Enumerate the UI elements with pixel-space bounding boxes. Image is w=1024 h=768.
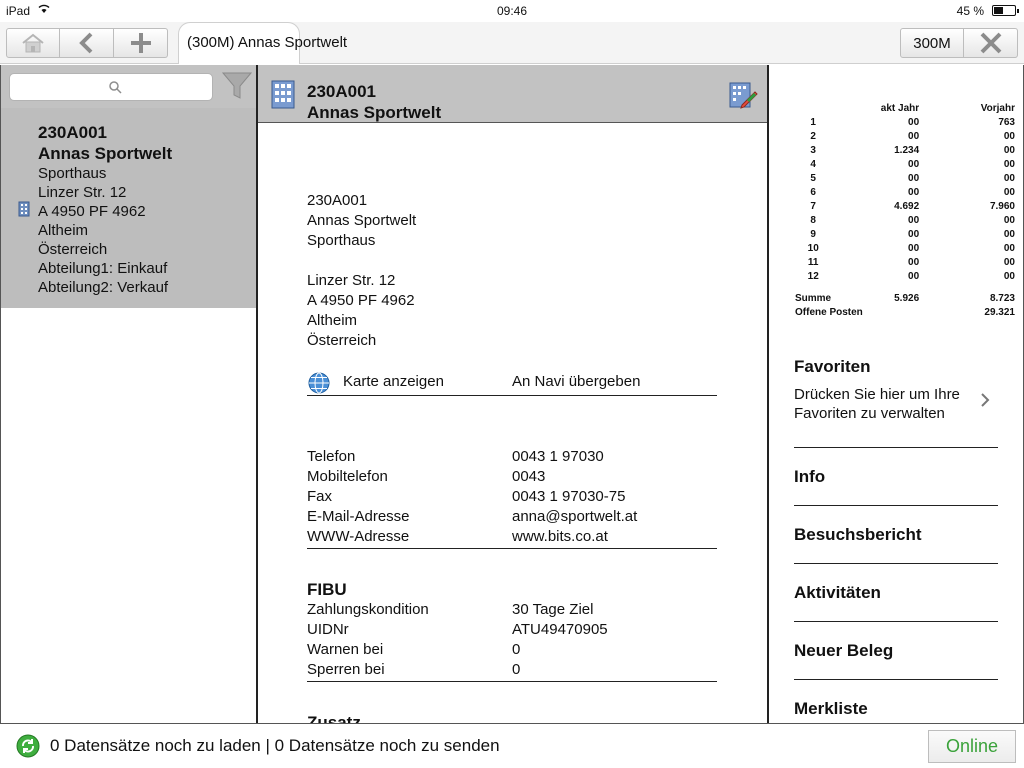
month-cell: 1 <box>810 116 816 128</box>
current-year-cell: 4.692 <box>894 200 920 212</box>
previous-year-cell: 00 <box>1003 214 1015 226</box>
customer-list-panel <box>0 65 256 723</box>
current-year-cell: 00 <box>908 130 920 142</box>
menu-label: Favoriten <box>794 357 871 376</box>
field-label: UIDNr <box>307 621 349 638</box>
customer-id: 230A001 <box>38 123 108 142</box>
filter-icon[interactable] <box>221 71 253 101</box>
current-year-cell: 00 <box>908 172 920 184</box>
open-items-row <box>795 305 1015 319</box>
table-row <box>795 241 1015 255</box>
menu-label: Besuchsbericht <box>794 525 922 544</box>
menu-label: Neuer Beleg <box>794 641 894 660</box>
show-map-link[interactable]: Karte anzeigen <box>343 373 444 390</box>
current-year-cell: 00 <box>908 214 920 226</box>
field-label: E-Mail-Adresse <box>307 508 410 525</box>
toolbar <box>0 22 1024 64</box>
phone-value[interactable]: 0043 1 97030 <box>512 448 604 465</box>
detail-title <box>307 81 441 123</box>
close-icon <box>980 32 1002 54</box>
field-value: 0 <box>512 641 521 658</box>
customer-id: 230A001 <box>307 82 377 101</box>
menu-item-visit-report[interactable] <box>794 525 998 564</box>
contact-row-mobile <box>307 468 717 488</box>
current-year-cell: 1.234 <box>894 144 920 156</box>
contact-row-www <box>307 528 717 548</box>
menu-item-activities[interactable] <box>794 583 998 622</box>
table-header-row <box>795 101 1015 115</box>
sync-status-text: 0 Datensätze noch zu laden | 0 Datensätze noch zu senden <box>50 736 500 755</box>
customer-name: Annas Sportwelt <box>38 144 173 163</box>
field-value: ATU49470905 <box>512 621 608 638</box>
sidebar-panel <box>769 65 1024 723</box>
address-line: Annas Sportwelt <box>307 212 417 229</box>
fibu-row <box>307 661 717 681</box>
table-row <box>795 115 1015 129</box>
month-cell: 9 <box>810 228 816 240</box>
open-items-value: 29.321 <box>984 306 1015 318</box>
current-year-cell: 00 <box>908 186 920 198</box>
table-row <box>795 227 1015 241</box>
contact-row-fax <box>307 488 717 508</box>
address-line: Linzer Str. 12 <box>307 272 396 289</box>
table-row <box>795 213 1015 227</box>
contact-summary <box>38 122 172 297</box>
fax-value: 0043 1 97030-75 <box>512 488 626 505</box>
contact-line: Österreich <box>38 241 108 258</box>
sum-previous: 8.723 <box>989 292 1015 304</box>
menu-item-new-document[interactable] <box>794 641 998 680</box>
online-button[interactable]: Online <box>928 730 1016 763</box>
add-button[interactable] <box>114 28 168 58</box>
list-item[interactable] <box>1 108 256 308</box>
column-header: akt Jahr <box>880 102 920 114</box>
clock: 09:46 <box>496 4 528 18</box>
divider <box>307 548 717 549</box>
contact-line: Abteilung2: Verkauf <box>38 279 169 296</box>
sales-stats-table <box>795 101 1015 319</box>
street-block <box>307 271 415 351</box>
address-line: Österreich <box>307 332 377 349</box>
table-row <box>795 171 1015 185</box>
table-row <box>795 255 1015 269</box>
month-cell: 5 <box>810 172 816 184</box>
detail-header <box>258 65 767 123</box>
fibu-row <box>307 621 717 641</box>
field-label: WWW-Adresse <box>307 528 410 545</box>
current-year-cell: 00 <box>908 270 920 282</box>
month-cell: 3 <box>810 144 816 156</box>
menu-label: Info <box>794 467 826 486</box>
address-line: 230A001 <box>307 192 368 209</box>
previous-year-cell: 00 <box>1003 256 1015 268</box>
current-year-cell: 00 <box>908 242 920 254</box>
month-cell: 10 <box>807 242 819 254</box>
month-cell: 6 <box>810 186 816 198</box>
chevron-left-icon <box>77 32 97 54</box>
previous-year-cell: 00 <box>1003 186 1015 198</box>
back-button[interactable] <box>60 28 114 58</box>
table-row <box>795 129 1015 143</box>
month-cell: 7 <box>810 200 816 212</box>
sync-status-bar <box>0 723 1024 768</box>
table-row <box>795 185 1015 199</box>
close-button[interactable] <box>964 28 1018 58</box>
current-year-cell: 00 <box>908 158 920 170</box>
device-name: iPad <box>6 4 31 18</box>
current-year-cell: 00 <box>908 256 920 268</box>
previous-year-cell: 00 <box>1003 270 1015 282</box>
mobile-value[interactable]: 0043 <box>512 468 546 485</box>
field-label: Mobiltelefon <box>307 468 388 485</box>
current-year-cell: 00 <box>908 116 920 128</box>
contact-line: Sporthaus <box>38 165 107 182</box>
contact-row-phone <box>307 448 717 468</box>
column-header: Vorjahr <box>980 102 1015 114</box>
battery-icon <box>992 5 1016 16</box>
month-cell: 12 <box>807 270 819 282</box>
previous-year-cell: 763 <box>998 116 1015 128</box>
battery-percent: 45 % <box>956 4 984 18</box>
month-cell: 11 <box>807 256 819 268</box>
field-label: Fax <box>307 488 333 505</box>
field-value: 0 <box>512 661 521 678</box>
month-cell: 4 <box>810 158 816 170</box>
menu-label: Merkliste <box>794 699 868 718</box>
send-to-navi-link[interactable]: An Navi übergeben <box>512 373 641 390</box>
menu-label: Aktivitäten <box>794 583 881 602</box>
table-row <box>795 143 1015 157</box>
table-row <box>795 199 1015 213</box>
field-label: Warnen bei <box>307 641 384 658</box>
menu-item-favorites[interactable] <box>794 357 998 448</box>
month-cell: 8 <box>810 214 816 226</box>
fibu-row <box>307 641 717 661</box>
field-value: 30 Tage Ziel <box>512 601 594 618</box>
map-row <box>307 373 717 393</box>
home-button[interactable] <box>6 28 60 58</box>
www-value[interactable]: www.bits.co.at <box>512 528 608 545</box>
building-icon <box>270 79 296 109</box>
fibu-row <box>307 601 717 621</box>
customer-name: Annas Sportwelt <box>307 103 442 122</box>
current-year-cell: 00 <box>908 228 920 240</box>
field-label: Telefon <box>307 448 356 465</box>
address-block <box>307 191 416 251</box>
address-line: A 4950 PF 4962 <box>307 292 415 309</box>
contact-line: Abteilung1: Einkauf <box>38 260 168 277</box>
edit-building-icon[interactable] <box>728 79 758 109</box>
plus-icon <box>130 32 152 54</box>
table-row <box>795 269 1015 283</box>
divider <box>307 681 717 682</box>
search-bar <box>1 65 256 108</box>
previous-year-cell: 7.960 <box>989 200 1015 212</box>
previous-year-cell: 00 <box>1003 172 1015 184</box>
menu-item-info[interactable] <box>794 467 998 506</box>
divider <box>307 395 717 396</box>
ios-status-bar <box>0 0 1024 22</box>
previous-year-cell: 00 <box>1003 242 1015 254</box>
previous-year-cell: 00 <box>1003 144 1015 156</box>
email-value[interactable]: anna@sportwelt.at <box>512 508 638 525</box>
field-label: Zahlungskondition <box>307 601 429 618</box>
customer-detail-panel <box>256 65 769 723</box>
chevron-right-icon <box>980 393 990 407</box>
previous-year-cell: 00 <box>1003 228 1015 240</box>
previous-year-cell: 00 <box>1003 158 1015 170</box>
address-line: Altheim <box>307 312 358 329</box>
building-icon <box>18 201 30 217</box>
month-cell: 2 <box>810 130 816 142</box>
search-icon <box>108 80 122 94</box>
contact-line: Altheim <box>38 222 89 239</box>
field-label: Sperren bei <box>307 661 385 678</box>
sum-row <box>795 291 1015 305</box>
sum-current: 5.926 <box>894 292 920 304</box>
contact-row-email <box>307 508 717 528</box>
section-title-fibu: FIBU <box>307 580 347 599</box>
open-items-label: Offene Posten <box>795 306 863 318</box>
tab-document[interactable]: (300M) Annas Sportwelt <box>178 22 300 64</box>
scope-button[interactable]: 300M <box>900 28 964 58</box>
contact-line: Linzer Str. 12 <box>38 184 127 201</box>
table-row <box>795 157 1015 171</box>
previous-year-cell: 00 <box>1003 130 1015 142</box>
search-input[interactable] <box>9 73 213 101</box>
sum-label: Summe <box>795 292 832 304</box>
address-line: Sporthaus <box>307 232 376 249</box>
menu-sublabel: Drücken Sie hier um Ihre Favoriten zu verwalten <box>794 386 960 422</box>
home-icon <box>20 32 46 54</box>
sync-icon[interactable] <box>16 734 40 758</box>
contact-line: A 4950 PF 4962 <box>38 203 146 220</box>
